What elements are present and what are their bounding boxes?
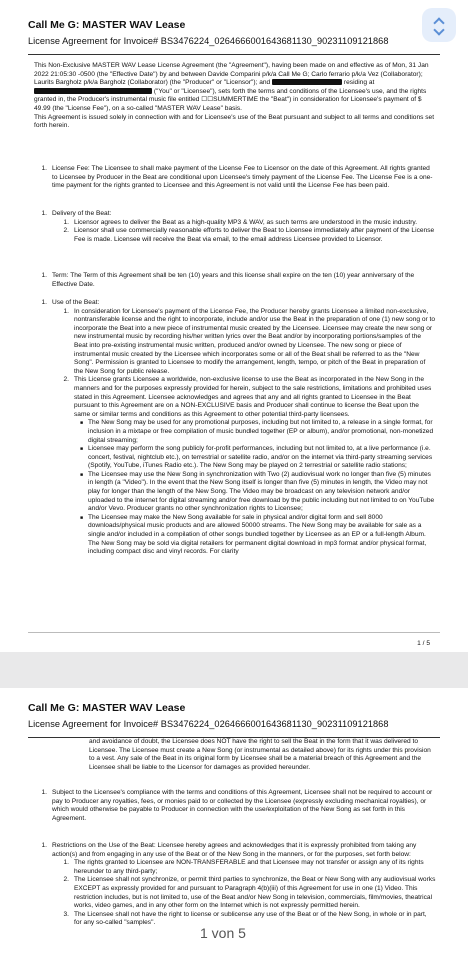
subsection-text: This License grants Licensee a worldwide, non-exclusive license to use the Beat as incorporated in the New Song in the manners and for the purposes expressly provided for herein, subject to the sale restrictions, limitations and prohibited uses stated in this Agreement. Licensee acknowledges and agrees that any and all rights granted to Licensee in the Beat pursuant to this Agreement are on a NON-EXCLUSIVE basis and Producer shall continue to license the Beat upon the same or similar terms and conditions as this Agreement to other potential third-party licensees. — [74, 376, 432, 418]
page-header — [0, 19, 468, 46]
section-text: Restrictions on the Use of the Beat: Licensee hereby agrees and acknowledges that it is expressly prohibited from taking any action(s) and from engaging in any use of the Beat or of the New Song in the manners, or for the purposes, set forth below: — [52, 842, 417, 858]
list-number: 1. — [63, 859, 69, 867]
section-text: Delivery of the Beat: — [52, 210, 112, 217]
section-text: Use of the Beat: — [52, 299, 100, 306]
section-text: License Fee: The Licensee to shall make payment of the License Fee to Licensor on the date of this Agreement. All rights granted to Licensee by Producer in the Beat are conditional upon Licensee's timely payment of the License Fee. The License Fee is a one-time payment for the rights granted to Licensee and this Agreement is not valid until the License Fee has been paid. — [52, 165, 433, 190]
list-number: 1. — [41, 210, 47, 217]
list-number: 1. — [63, 218, 69, 226]
scroll-to-top-button[interactable] — [422, 8, 456, 42]
section-restrictions — [34, 842, 436, 928]
list-number: 1. — [41, 299, 47, 306]
section-term — [34, 272, 436, 289]
document-title: Call Me G: MASTER WAV Lease — [28, 19, 186, 31]
list-number: 2. — [63, 376, 69, 384]
document-title: Call Me G: MASTER WAV Lease — [28, 702, 186, 714]
list-number: 2. — [63, 876, 69, 884]
bullet-icon: ■ — [79, 471, 83, 478]
redacted-address — [34, 88, 152, 94]
bullet-text: The Licensee may use the New Song in synchronization with Two (2) audiovisual work no longer than five (5) minutes in length (a "Video"). In the event that the New Song itself is longer than five (5) minutes in length, the Video may not play for longer than the length of the New Song. The Video may be broadcast on any television network and/or uploaded to the internet for digital streaming and/or free download by the public including but not limited to on YouTube and/or Vevo. Producer grants no other synchronization rights to Licensee; — [88, 470, 435, 513]
subsection-text: The Licensee shall not have the right to license or sublicense any use of the Beat or of the New Song, in whole or in part, for any so-called "samples". — [74, 910, 427, 927]
intro-text-c: ("You" or "Licensee"), sets forth the terms and conditions of the Licensee's use, and the rights granted in, the Producer's instrumental music file entitled ☐☐SUMMERTIME the "Beat") in consideration for Licensee's payment of $ 49.99 (the "License Fee"), on a so-called "MASTER WAV Lease" basis. — [34, 87, 427, 112]
intro-text-a: This Non-Exclusive MASTER WAV Lease License Agreement (the "Agreement"), having been made on and effective as of Mon, 31 Jan 2022 21:05:30 -0500 (the "Effective Date") by and between Davide Comparini p/k/a Call Me G; Carlo ferrario p/k/a Vez (Collaborator); Laurits Bargholz p/k/a Bargholz (Collaborator) (the "Producer" or "Licensor"); and — [34, 62, 429, 87]
document-subtitle: License Agreement for Invoice# BS3476224_0264666001643681130_90231109121868 — [28, 719, 389, 729]
list-number: 1. — [63, 307, 69, 315]
bullet-text: Licensee may perform the song publicly for-profit performances, including but not limited to, at a live performance (i.e. concert, festival, nightclub etc.), on terrestrial or satellite radio, and/or on the internet via third-party streaming services (Spotify, YouTube, iTunes Radio etc.). The New Song may be played on 2 terrestrial or satellite radio stations; — [88, 445, 433, 470]
intro-paragraph-2: This Agreement is issued solely in connection with and for Licensee's use of the Beat pursuant and subject to all terms and conditions set forth herein. — [34, 113, 435, 130]
redacted-name — [272, 79, 342, 85]
footer-rule — [28, 632, 440, 633]
document-page-2 — [0, 688, 468, 960]
header-rule — [28, 54, 440, 55]
subsection-text: The Licensee shall not synchronize, or permit third parties to synchronize, the Beat or New Song with any audiovisual works EXCEPT as expressly provided for and pursuant to Paragraph 4(b)(iii) of this Agreement for use in one (1) Video. This restriction includes, but is not limited to, use of the Beat and/or New Song in television, commercials, film/movies, theatrical works, video games, and in any other form on the Internet which is not expressly permitted herein. — [74, 876, 436, 910]
intro-paragraph-1 — [34, 62, 436, 114]
subsection-text: The rights granted to Licensee are NON-TRANSFERABLE and that Licensee may not transfer or assign any of its rights hereunder to any third-party; — [74, 859, 424, 875]
bullet-icon: ■ — [79, 446, 83, 453]
intro-section — [34, 62, 436, 131]
list-number: 1. — [41, 789, 47, 796]
bullet-text: The New Song may be used for any promotional purposes, including but not limited to, a release in a single format, for inclusion in a mixtape or free compilation of music bundled together (EP or album), and/or promotional, non-monetized digital streaming; — [88, 419, 434, 444]
section-royalties — [34, 789, 436, 823]
list-number: 3. — [63, 910, 69, 918]
subsection-text: In consideration for Licensee's payment of the License Fee, the Producer hereby grants Licensee a limited non-exclusive, nontransferable license and the right to incorporate, include and/or use the Beat in the preparation of one (1) new song or to incorporate the Beat into a new piece of instrumental music created by the Licensee. Licensee may create the new song or new instrumental music by recording his/her written lyrics over the Beat and/or by incorporating portions/samples of the Beat into pre-existing instrumental music written, produced and/or owned by Licensee. The new song or piece of instrumental music created by the Licensee which incorporates some or all of the Beat shall be referred to as the "New Song". Permission is granted to Licensee to modify the arrangement, length, tempo, or pitch of the Beat in preparation of the New Song for public release. — [74, 307, 436, 375]
document-subtitle: License Agreement for Invoice# BS3476224_0264666001643681130_90231109121868 — [28, 36, 389, 46]
subsection-text: Licensor agrees to deliver the Beat as a high-quality MP3 & WAV, as such terms are understood in the music industry. — [74, 218, 418, 226]
bullet-icon: ■ — [79, 514, 83, 521]
intro-text-b: residing at — [343, 79, 375, 87]
continued-text: and avoidance of doubt, the Licensee does NOT have the right to sell the Beat in the form that it was delivered to Licensee. The Licensee must create a New Song (or instrumental as detailed above) for its rights under this provision to a vest. Any sale of the Beat in its original form by Licensee shall be a material breach of this Agreement and the Licensee shall be liable to the Licensor for damages as provided hereunder. — [89, 738, 431, 771]
page-header — [0, 702, 468, 729]
bullet-text: The Licensee may make the New Song available for sale in physical and/or digital form and sell 8000 downloads/physical music products and are allowed 50000 streams. The New Song may be available for sale as a single and/or included in a compilation of other songs bundled together by Licensee as an EP or a full-length Album. The New Song may be sold via digital retailers for permanent digital download in mp3 format and/or physical format, including compact disc and vinyl records. For clarity — [88, 513, 427, 556]
page-number: 1 / 5 — [417, 640, 430, 647]
section-text: Term: The Term of this Agreement shall be ten (10) years and this license shall expire on the ten (10) year anniversary of the Effective Date. — [52, 272, 415, 288]
list-number: 1. — [41, 272, 47, 279]
section-use-of-beat — [34, 299, 436, 557]
section-license-fee — [34, 165, 436, 191]
list-number: 1. — [41, 165, 47, 172]
page-indicator: 1 von 5 — [196, 925, 250, 941]
subsection-text: Licensor shall use commercially reasonable efforts to deliver the Beat to Licensee immediately after payment of the License Fee is made. Licensee will receive the Beat via email, to the email address Licensee provided to Licensor. — [74, 227, 435, 243]
section-text: Subject to the Licensee's compliance with the terms and conditions of this Agreement, Licensee shall not be required to account or pay to Producer any royalties, fees, or monies paid to or collected by the Licensee (expressly excluding mechanical royalties), or which would otherwise be payable to Producer in connection with the use/exploitation of the New Song as set forth in this Agreement. — [52, 789, 433, 822]
list-number: 1. — [41, 842, 47, 849]
chevron-down-icon — [433, 24, 444, 35]
section-delivery — [34, 210, 436, 244]
bullet-icon: ■ — [79, 420, 83, 427]
list-number: 2. — [63, 227, 69, 235]
